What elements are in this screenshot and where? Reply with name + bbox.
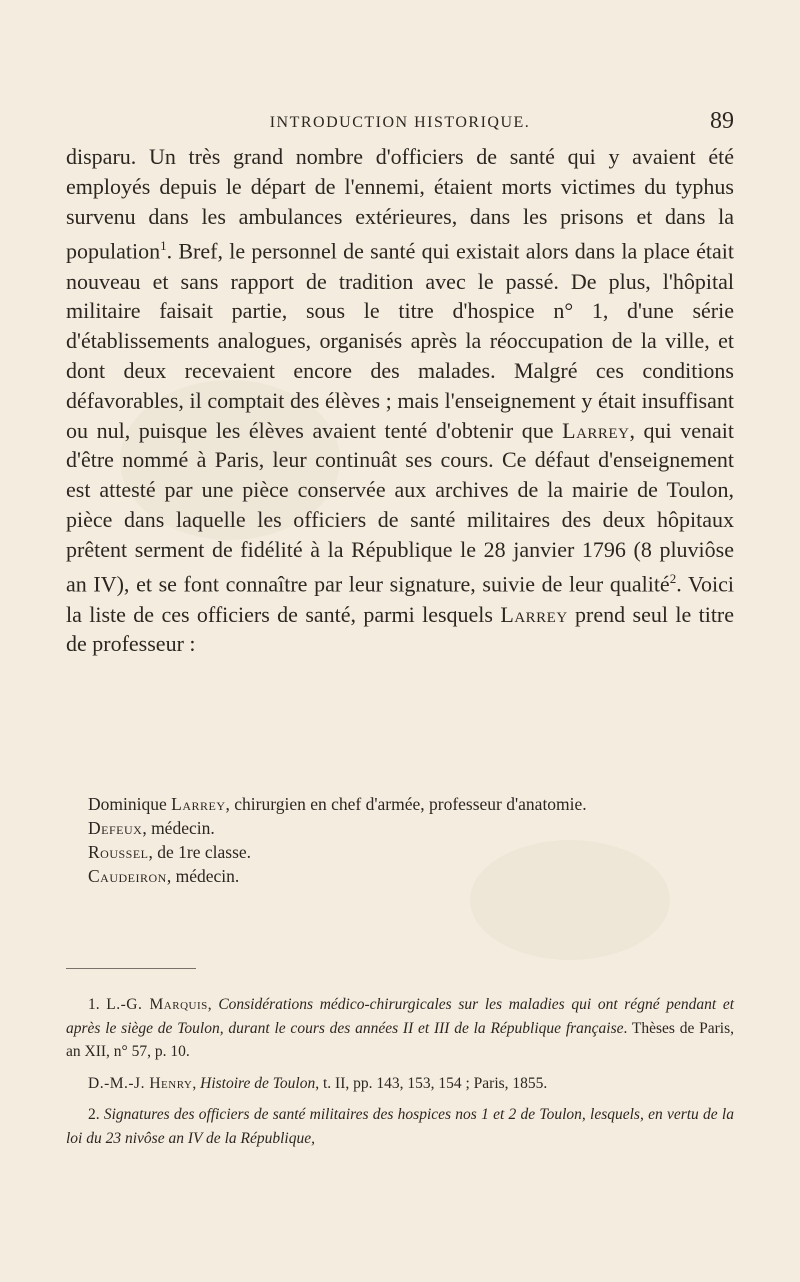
list-item	[66, 864, 734, 888]
footnote-text: Signatures des officiers de santé militaires des hospices nos 1 et 2 de Toulon, lesquels, en vertu de la loi du 23 nivôse an IV de la République,	[66, 1106, 734, 1147]
footnote-rule	[66, 968, 196, 969]
text-run: disparu. Un très grand nombre d'officiers de santé qui y avaient été employés depuis le départ de l'ennemi, étaient morts victimes du typhus survenu dans les ambulances extérieures, dans les prisons et dans la population	[66, 144, 734, 264]
officer-role: , médecin.	[142, 818, 215, 838]
footnote-title: Histoire de Toulon	[200, 1074, 316, 1092]
list-item	[66, 840, 734, 864]
text-run: prend seul le titre de professeur :	[66, 601, 735, 657]
list-item	[66, 816, 734, 840]
text-run: , qui venait d'être nommé à Paris, leur continuât ses cours. Ce défaut d'enseignement est attesté par une pièce conservée aux archives de la mairie de Toulon, pièce dans laquelle les officiers de santé militaires des deux hôpitaux prêtent serment de fidélité à la République le 28 janvier 1796 (8 pluviôse an IV), et se font connaître par leur signature, suivie de leur qualité	[66, 417, 734, 597]
list-item	[66, 792, 734, 816]
footnote-1: 1. L.-G. Marquis, Considérations médico-chirurgicales sur les maladies qui ont régné pendant et après le siège de Toulon, durant le cours des années II et III de la République française. Thèses de Paris, an XII, n° 57, p. 10.	[66, 996, 735, 1060]
footnote-author: D.-M.-J. Henry	[88, 1074, 193, 1092]
officer-list	[66, 792, 734, 888]
text-run: . Bref, le personnel de santé qui existait alors dans la place était nouveau et sans rapport de tradition avec le passé. De plus, l'hôpital militaire faisait partie, sous le titre d'hospice n° 1, d'une série d'établissements analogues, organisés après la réoccupation de la ville, et dont deux recevaient encore des malades. Malgré ces conditions défavorables, il comptait des élèves ; mais l'enseignement y était insuffisant ou nul, puisque les élèves avaient tenté d'obtenir que	[66, 238, 734, 443]
officer-role: , médecin.	[166, 866, 240, 886]
footnote-label: 1.	[88, 996, 100, 1013]
footnote-1-continued: D.-M.-J. Henry, Histoire de Toulon, t. II, pp. 143, 153, 154 ; Paris, 1855.	[88, 1074, 548, 1092]
footnote-2	[66, 1103, 734, 1150]
officer-name: Roussel	[88, 842, 149, 862]
page-number: 89	[710, 108, 734, 134]
paragraph	[66, 142, 734, 659]
officer-name: Defeux	[88, 818, 143, 838]
officer-role: , chirurgien en chef d'armée, professeur d'anatomie.	[225, 794, 587, 814]
person-name: Larrey	[500, 601, 568, 627]
footnote-text: . Thèses de Paris, an XII, n° 57, p. 10.	[66, 1019, 734, 1060]
footnotes	[66, 993, 734, 1158]
footnote-label: 2.	[88, 1106, 100, 1123]
given-name: Dominique	[88, 794, 167, 814]
text-run: . Voici la liste de ces officiers de santé, parmi lesquels	[66, 571, 734, 627]
running-title: INTRODUCTION HISTORIQUE.	[269, 114, 531, 131]
footnote-marker: 1	[160, 238, 167, 254]
footnote-text: , t. II, pp. 143, 153, 154 ; Paris, 1855.	[315, 1074, 548, 1092]
footnote-title: Considérations médico-chirurgicales sur les maladies qui ont régné pendant et après le siège de Toulon, durant le cours des années II et III de la République française	[66, 996, 735, 1037]
person-name: Larrey	[562, 417, 630, 443]
officer-name: Larrey	[171, 794, 226, 814]
main-text	[66, 142, 734, 659]
footnote-author: L.-G. Marquis	[106, 996, 208, 1013]
footnote-marker: 2	[669, 571, 677, 587]
officer-role: , de 1re classe.	[148, 842, 252, 862]
officer-name: Caudeiron	[88, 866, 167, 886]
